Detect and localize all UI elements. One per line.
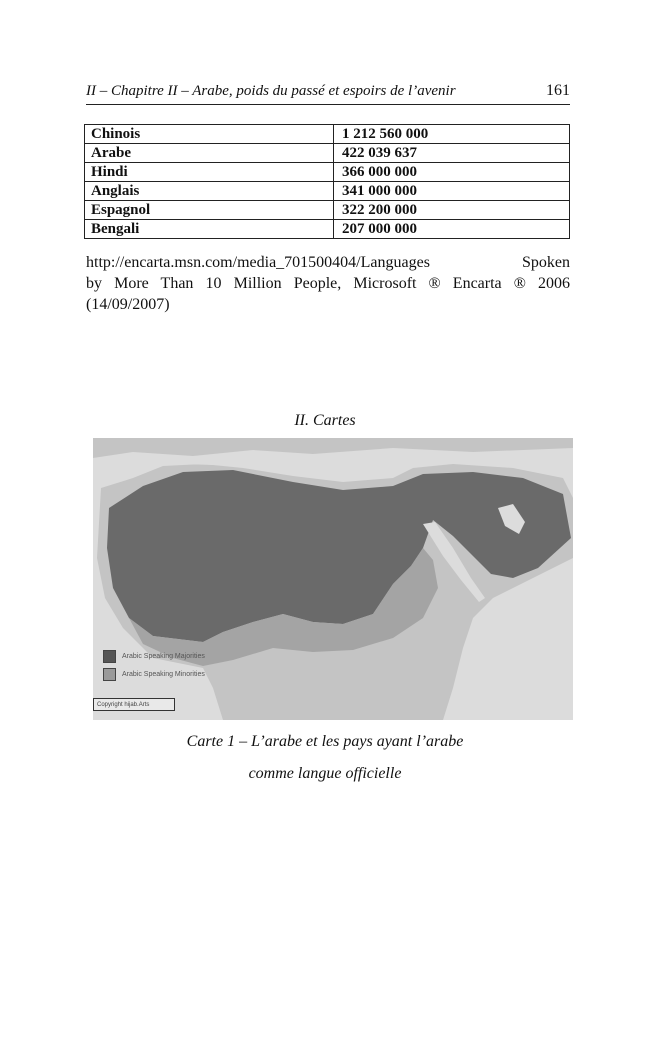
language-cell: Arabe	[85, 144, 334, 163]
source-line: by More Than 10 Million People, Microsoft ® Encarta ® 2006	[86, 275, 570, 292]
language-cell: Bengali	[85, 220, 334, 239]
source-citation	[86, 252, 570, 315]
minority-swatch	[103, 668, 116, 681]
speakers-cell: 322 200 000	[334, 201, 570, 220]
table-row	[85, 220, 570, 239]
table-row	[85, 125, 570, 144]
language-cell: Chinois	[85, 125, 334, 144]
legend-majority-label: Arabic Speaking Majorities	[122, 653, 205, 660]
speakers-cell: 1 212 560 000	[334, 125, 570, 144]
source-line: http://encarta.msn.com/media_701500404/Languages Spoken	[86, 254, 570, 271]
speakers-cell: 366 000 000	[334, 163, 570, 182]
source-line: (14/09/2007)	[86, 296, 170, 313]
table-row	[85, 201, 570, 220]
majority-swatch	[103, 650, 116, 663]
speakers-cell: 341 000 000	[334, 182, 570, 201]
running-title: II – Chapitre II – Arabe, poids du passé et espoirs de l’avenir	[86, 83, 456, 99]
table-row	[85, 144, 570, 163]
language-cell: Anglais	[85, 182, 334, 201]
table-row	[85, 163, 570, 182]
table-row	[85, 182, 570, 201]
page-header	[86, 82, 570, 105]
languages-table	[84, 124, 570, 239]
section-title: II. Cartes	[294, 412, 356, 429]
legend-minority	[103, 668, 205, 681]
language-cell: Hindi	[85, 163, 334, 182]
legend-majority	[103, 650, 205, 663]
speakers-cell: 207 000 000	[334, 220, 570, 239]
legend-minority-label: Arabic Speaking Minorities	[122, 671, 205, 678]
page-number: 161	[546, 82, 570, 99]
map-copyright: Copyright hijab.Arts	[93, 698, 175, 711]
map-caption: Carte 1 – L’arabe et les pays ayant l’arabe	[186, 733, 464, 750]
speakers-cell: 422 039 637	[334, 144, 570, 163]
map-caption: comme langue officielle	[248, 765, 402, 782]
language-cell: Espagnol	[85, 201, 334, 220]
